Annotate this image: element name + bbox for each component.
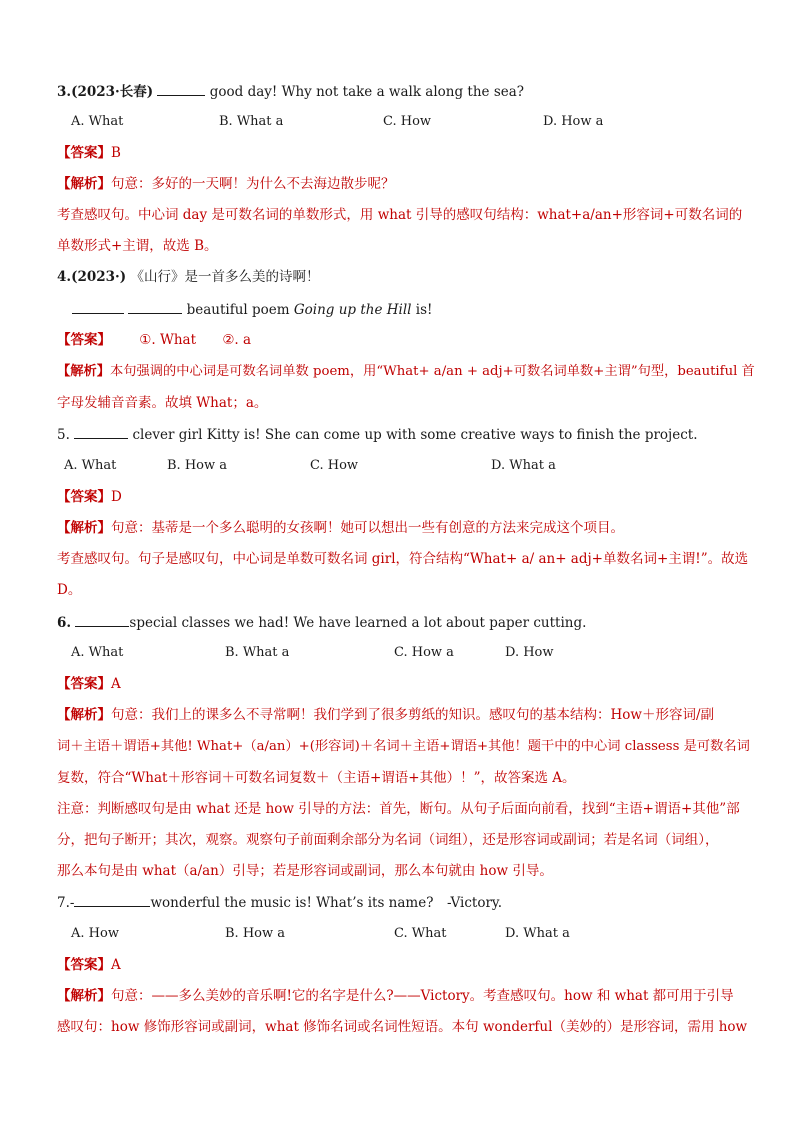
note-text: 那么本句是由 what（a/an）引导；若是形容词或副词，那么本句就由 how 引导。: [57, 863, 553, 879]
question-5-stem: [57, 424, 754, 445]
question-number: 3.(2023·长春): [57, 84, 154, 100]
option-c: C. How: [310, 458, 359, 473]
analysis-text: 字母发辅音音素。故填 What；a。: [57, 395, 268, 411]
answer-line: [57, 955, 754, 975]
analysis-text: 本句强调的中心词是可数名词单数 poem，用“What+ a/an + adj+可数名词单数+主谓”句型，beautiful 首: [110, 364, 755, 379]
question-number: 7.-: [57, 895, 75, 911]
analysis-text: 考查感叹句。中心词 day 是可数名词的单数形式，用 what 引导的感叹句结构：what+a/an+形容词+可数名词的: [57, 207, 743, 223]
analysis-text: 词＋主语＋谓语+其他! What+（a/an）+(形容词)＋名词＋主语+谓语+其他！题干中的中心词 classess 是可数名词: [57, 739, 750, 754]
answer-blank: [74, 892, 150, 907]
option-a: A. What: [64, 458, 117, 473]
option-b: B. What a: [219, 114, 284, 129]
analysis-text: 考查感叹句。句子是感叹句，中心词是单数可数名词 girl，符合结构“What+ a/ an+ adj+单数名词+主谓!”。故选: [57, 551, 749, 567]
option-d: D. How a: [543, 114, 604, 129]
question-4-blanks: [72, 299, 754, 320]
answer-blank: [72, 299, 124, 314]
analysis-text: 复数，符合“What＋形容词＋可数名词复数＋（主语+谓语+其他）！”，故答案选 A。: [57, 770, 576, 786]
answer-line: [57, 487, 754, 507]
analysis-tag: 【解析】: [57, 707, 111, 723]
analysis-text: 单数形式+主谓，故选 B。: [57, 238, 218, 254]
option-a: A. How: [71, 926, 119, 941]
answer-tag: 【答案】: [57, 332, 111, 348]
answer-value: A: [111, 957, 121, 973]
question-text: wonderful the music is! What’s its name? -Victory.: [150, 895, 503, 911]
analysis-text: 句意：基蒂是一个多么聪明的女孩啊！她可以想出一些有创意的方法来完成这个项目。: [111, 520, 624, 536]
analysis-tag: 【解析】: [57, 364, 111, 379]
analysis-line: [57, 362, 754, 382]
analysis-text: 感叹句：how 修饰形容词或副词，what 修饰名词或名词性短语。本句 wonderful（美妙的）是形容词，需用 how: [57, 1019, 748, 1035]
option-c: C. What: [394, 926, 447, 941]
question-text: is!: [415, 302, 433, 318]
answer-blank: [75, 612, 129, 627]
analysis-text: D。: [57, 582, 82, 598]
option-b: B. What a: [225, 645, 290, 660]
answer-value: ②. a: [222, 332, 252, 348]
answer-line: [57, 143, 754, 163]
poem-title: Going up the Hill: [293, 302, 412, 318]
answer-tag: 【答案】: [57, 145, 111, 161]
question-number: 4.(2023·): [57, 269, 127, 285]
answer-tag: 【答案】: [57, 489, 111, 505]
question-number: 5.: [57, 427, 70, 443]
analysis-tag: 【解析】: [57, 176, 111, 192]
analysis-line: [57, 174, 754, 194]
analysis-line: [57, 986, 754, 1006]
question-number: 6.: [57, 615, 72, 631]
question-text: good day! Why not take a walk along the sea?: [209, 84, 525, 100]
option-c: C. How a: [394, 645, 454, 660]
option-d: D. How: [505, 645, 554, 660]
note-text: 分，把句子断开；其次，观察。观察句子前面剩余部分为名词（词组），还是形容词或副词；若是名词（词组），: [57, 832, 719, 848]
answer-value: ①. What: [139, 332, 197, 348]
analysis-tag: 【解析】: [57, 988, 111, 1004]
option-d: D. What a: [505, 926, 570, 941]
answer-value: B: [111, 145, 121, 161]
note-text: 注意：判断感叹句是由 what 还是 how 引导的方法：首先，断句。从句子后面向前看，找到“主语+谓语+其他”部: [57, 801, 740, 817]
analysis-line: [57, 518, 754, 538]
answer-tag: 【答案】: [57, 676, 111, 692]
answer-line: [57, 330, 754, 350]
question-3-stem: [57, 81, 754, 102]
option-a: A. What: [71, 114, 124, 129]
question-7-stem: [57, 892, 754, 913]
analysis-text: 句意：——多么美妙的音乐啊!它的名字是什么?——Victory。考查感叹句。how 和 what 都可用于引导: [111, 988, 734, 1004]
answer-line: [57, 674, 754, 694]
option-d: D. What a: [491, 458, 556, 473]
option-c: C. How: [383, 114, 432, 129]
question-text: beautiful poem: [186, 302, 290, 318]
answer-blank: [157, 81, 205, 96]
answer-blank: [74, 424, 128, 439]
analysis-tag: 【解析】: [57, 520, 111, 536]
answer-value: D: [111, 489, 122, 505]
question-text: clever girl Kitty is! She can come up with some creative ways to finish the project.: [132, 427, 698, 443]
question-6-stem: [57, 612, 754, 633]
question-4-stem: [57, 267, 754, 287]
question-text: special classes we had! We have learned a lot about paper cutting.: [129, 615, 587, 631]
question-chinese: 《山行》是一首多么美的诗啊！: [130, 269, 320, 285]
option-b: B. How a: [167, 458, 227, 473]
analysis-text: 句意：多好的一天啊！为什么不去海边散步呢？: [111, 176, 395, 192]
option-b: B. How a: [225, 926, 285, 941]
analysis-text: 句意：我们上的课多么不寻常啊！我们学到了很多剪纸的知识。感叹句的基本结构：How＋形容词/副: [111, 707, 715, 723]
answer-value: A: [111, 676, 121, 692]
analysis-line: [57, 705, 754, 725]
option-a: A. What: [71, 645, 124, 660]
answer-tag: 【答案】: [57, 957, 111, 973]
answer-blank: [128, 299, 182, 314]
